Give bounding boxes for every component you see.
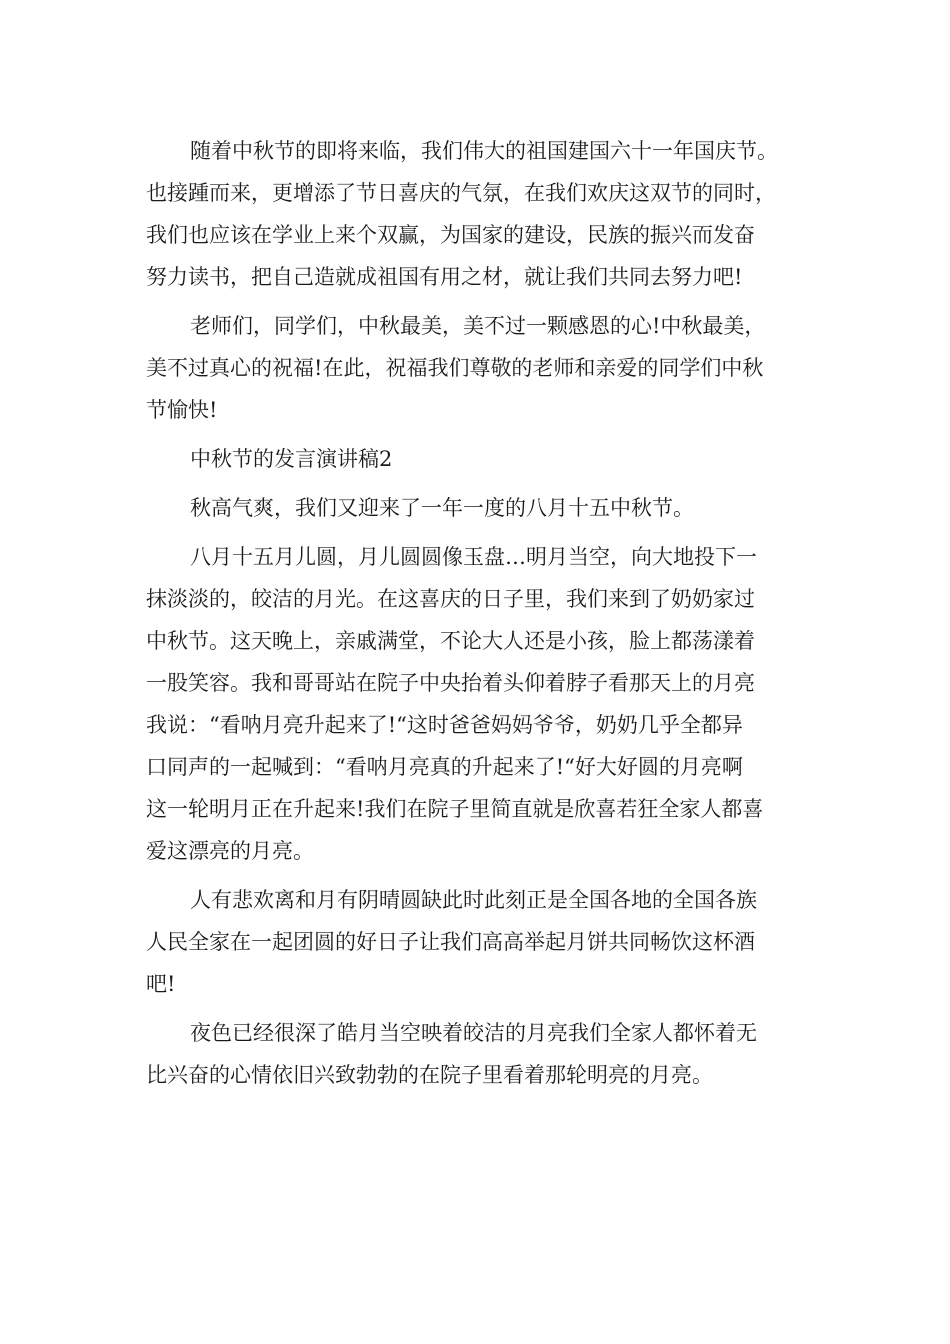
paragraph-6: [146, 1012, 816, 1096]
heading-line: 中秋节的发言演讲稿2: [190, 447, 393, 471]
text-line: 随着中秋节的即将来临，我们伟大的祖国建国六十一年国庆节。: [190, 139, 778, 163]
text-line: 美不过真心的祝福!在此，祝福我们尊敬的老师和亲爱的同学们中秋: [146, 356, 764, 380]
section-heading: [146, 438, 816, 480]
text-line: 口同声的一起喊到：“看呐月亮真的升起来了!“好大好圆的月亮啊: [146, 755, 743, 779]
paragraph-5: [146, 879, 816, 1005]
text-line: 夜色已经很深了皓月当空映着皎洁的月亮我们全家人都怀着无: [190, 1021, 757, 1045]
text-line: 我们也应该在学业上来个双赢，为国家的建设，民族的振兴而发奋: [146, 223, 755, 247]
text-line: 抹淡淡的，皎洁的月光。在这喜庆的日子里，我们来到了奶奶家过: [146, 587, 755, 611]
text-line: 老师们，同学们，中秋最美，美不过一颗感恩的心!中秋最美，: [190, 314, 766, 338]
text-line: 秋高气爽，我们又迎来了一年一度的八月十五中秋节。: [190, 496, 694, 520]
text-line: 人民全家在一起团圆的好日子让我们高高举起月饼共同畅饮这杯酒: [146, 930, 755, 954]
text-line: 吧!: [146, 972, 176, 996]
text-line: 节愉快!: [146, 398, 218, 422]
text-line: 也接踵而来，更增添了节日喜庆的气氛，在我们欢庆这双节的同时，: [146, 181, 776, 205]
text-line: 比兴奋的心情依旧兴致勃勃的在院子里看着那轮明亮的月亮。: [146, 1063, 713, 1087]
text-line: 爱这漂亮的月亮。: [146, 839, 314, 863]
text-line: 中秋节。这天晚上，亲戚满堂，不论大人还是小孩，脸上都荡漾着: [146, 629, 755, 653]
text-line: 八月十五月儿圆，月儿圆圆像玉盘…明月当空，向大地投下一: [190, 545, 757, 569]
text-line: 努力读书，把自己造就成祖国有用之材，就让我们共同去努力吧!: [146, 265, 743, 289]
document-body: [146, 130, 816, 1103]
text-line: 这一轮明月正在升起来!我们在院子里简直就是欣喜若狂全家人都喜: [146, 797, 764, 821]
text-line: 我说：“看呐月亮升起来了!“这时爸爸妈妈爷爷，奶奶几乎全都异: [146, 713, 743, 737]
text-line: 人有悲欢离和月有阴晴圆缺此时此刻正是全国各地的全国各族: [190, 888, 757, 912]
paragraph-4: [146, 536, 816, 872]
paragraph-2: [146, 305, 816, 431]
text-line: 一股笑容。我和哥哥站在院子中央抬着头仰着脖子看那天上的月亮: [146, 671, 755, 695]
paragraph-1: [146, 130, 816, 298]
paragraph-3: [146, 487, 816, 529]
